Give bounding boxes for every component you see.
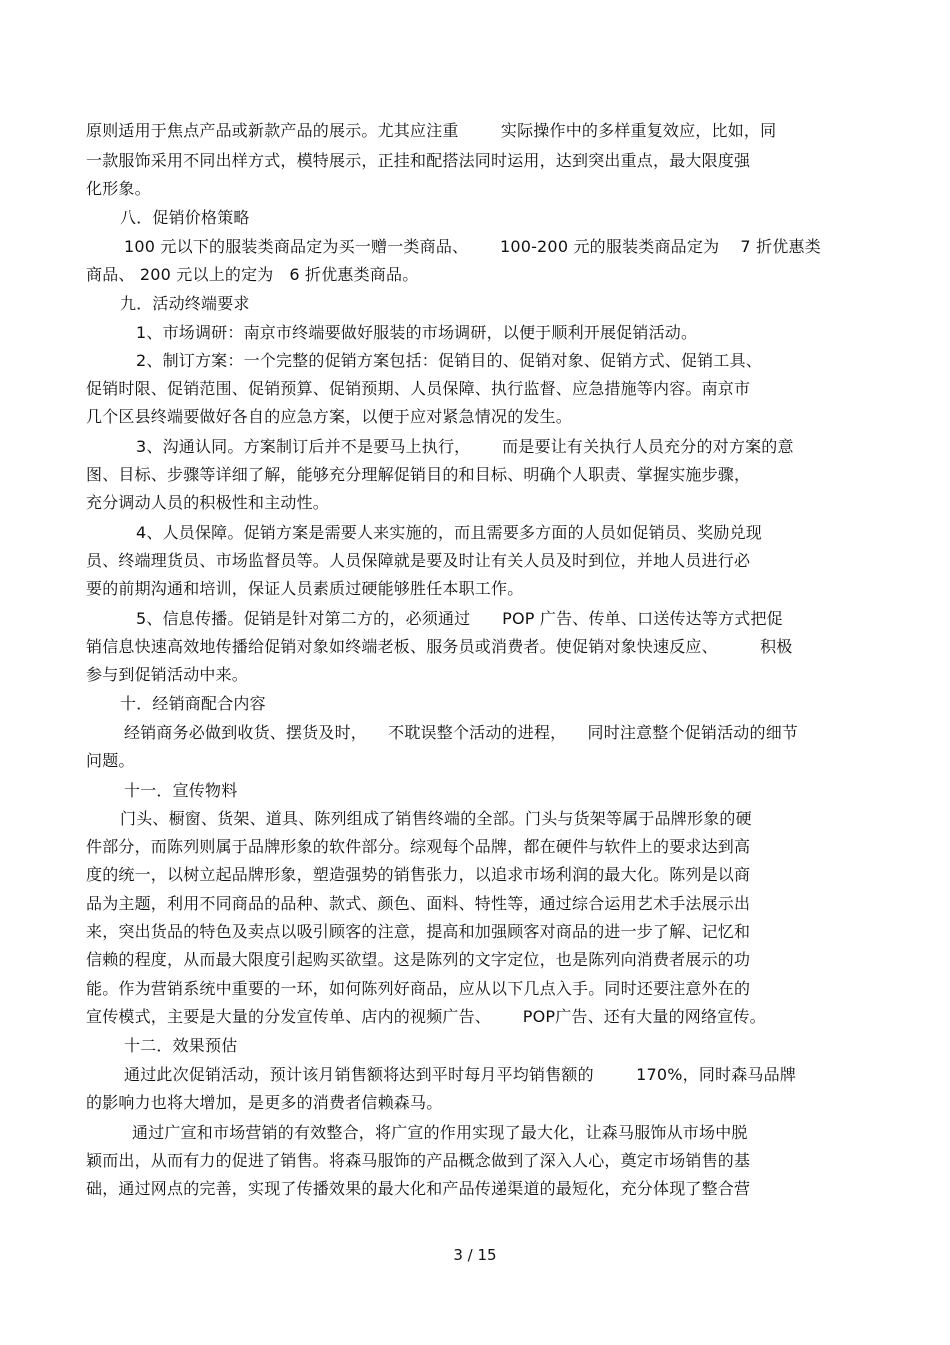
text-line: 员、终端理货员、市场监督员等。人员保障就是要及时让有关人员及时到位，并地人员进行必 xyxy=(86,551,751,570)
text-line: 原则适用于焦点产品或新款产品的展示。尤其应注重 实际操作中的多样重复效应，比如，同 xyxy=(86,121,777,140)
text-line: 门头、橱窗、货架、道具、陈列组成了销售终端的全部。门头与货架等属于品牌形象的硬 xyxy=(120,809,752,828)
text-line: 100 元以下的服装类商品定为买一赠一类商品、 100-200 元的服装类商品定为 7 折优惠类 xyxy=(124,237,821,256)
text-line: 4、人员保障。促销方案是需要人来实施的，而且需要多方面的人员如促销员、奖励兑现 xyxy=(136,523,762,542)
text-line: 2、制订方案：一个完整的促销方案包括：促销目的、促销对象、促销方式、促销工具、 xyxy=(136,351,762,370)
text-line: 图、目标、步骤等详细了解，能够充分理解促销目的和目标、明确个人职责、掌握实施步骤， xyxy=(86,465,751,484)
text-line: 促销时限、促销范围、促销预算、促销预期、人员保障、执行监督、应急措施等内容。南京市 xyxy=(86,379,751,398)
text-line: 的影响力也将大增加，是更多的消费者信赖森马。 xyxy=(86,1093,443,1112)
section-heading: 八．促销价格策略 xyxy=(120,208,250,227)
text-line: 5、信息传播。促销是针对第二方的，必须通过 POP 广告、传单、口送传达等方式把促 xyxy=(136,609,783,628)
page-number: 3 / 15 xyxy=(453,1246,497,1264)
text-line: 础，通过网点的完善，实现了传播效果的最大化和产品传递渠道的最短化，充分体现了整合营 xyxy=(86,1179,751,1198)
text-line: 参与到促销活动中来。 xyxy=(86,665,249,684)
text-line: 件部分，而陈列则属于品牌形象的软件部分。综观每个品牌，都在硬件与软件上的要求达到高 xyxy=(86,837,751,856)
text-line: 颖而出，从而有力的促进了销售。将森马服饰的产品概念做到了深入人心，奠定市场销售的基 xyxy=(86,1151,751,1170)
text-line: 通过此次促销活动，预计该月销售额将达到平时每月平均销售额的 170%，同时森马品牌 xyxy=(124,1065,797,1084)
text-line: 一款服饰采用不同出样方式，模特展示，正挂和配搭法同时运用，达到突出重点，最大限度强 xyxy=(86,151,751,170)
section-heading: 九．活动终端要求 xyxy=(120,294,250,313)
text-line: 来，突出货品的特色及卖点以吸引顾客的注意，提高和加强顾客对商品的进一步了解、记忆和 xyxy=(86,922,751,941)
section-heading: 十二．效果预估 xyxy=(124,1036,238,1055)
text-line: 充分调动人员的积极性和主动性。 xyxy=(86,493,330,512)
text-line: 3、沟通认同。方案制订后并不是要马上执行， 而是要让有关执行人员充分的对方案的意 xyxy=(136,437,794,456)
text-line: 1、市场调研：南京市终端要做好服装的市场调研，以便于顺利开展促销活动。 xyxy=(136,323,698,342)
text-line: 宣传模式，主要是大量的分发宣传单、店内的视频广告、 POP广告、还有大量的网络宣传。 xyxy=(86,1007,766,1026)
text-line: 销信息快速高效地传播给促销对象如终端老板、服务员或消费者。使促销对象快速反应、 积极 xyxy=(86,637,793,656)
text-line: 化形象。 xyxy=(86,179,151,198)
text-line: 要的前期沟通和培训，保证人员素质过硬能够胜任本职工作。 xyxy=(86,579,524,598)
text-line: 商品、 200 元以上的定为 6 折优惠类商品。 xyxy=(86,265,419,284)
section-heading: 十．经销商配合内容 xyxy=(120,694,266,713)
text-line: 通过广宣和市场营销的有效整合，将广宣的作用实现了最大化，让森马服饰从市场中脱 xyxy=(132,1123,748,1142)
text-line: 问题。 xyxy=(86,751,135,770)
text-line: 信赖的程度，从而最大限度引起购买欲望。这是陈列的文字定位，也是陈列向消费者展示的功 xyxy=(86,950,751,969)
text-line: 经销商务必做到收货、摆货及时， 不耽误整个活动的进程， 同时注意整个促销活动的细节 xyxy=(124,723,799,742)
text-line: 度的统一，以树立起品牌形象，塑造强势的销售张力，以追求市场利润的最大化。陈列是以商 xyxy=(86,865,751,884)
text-line: 品为主题，利用不同商品的品种、款式、颜色、面料、特性等，通过综合运用艺术手法展示出 xyxy=(86,894,751,913)
text-line: 几个区县终端要做好各自的应急方案，以便于应对紧急情况的发生。 xyxy=(86,407,573,426)
text-line: 能。作为营销系统中重要的一环，如何陈列好商品，应从以下几点入手。同时还要注意外在的 xyxy=(86,979,751,998)
section-heading: 十一．宣传物料 xyxy=(124,781,238,800)
